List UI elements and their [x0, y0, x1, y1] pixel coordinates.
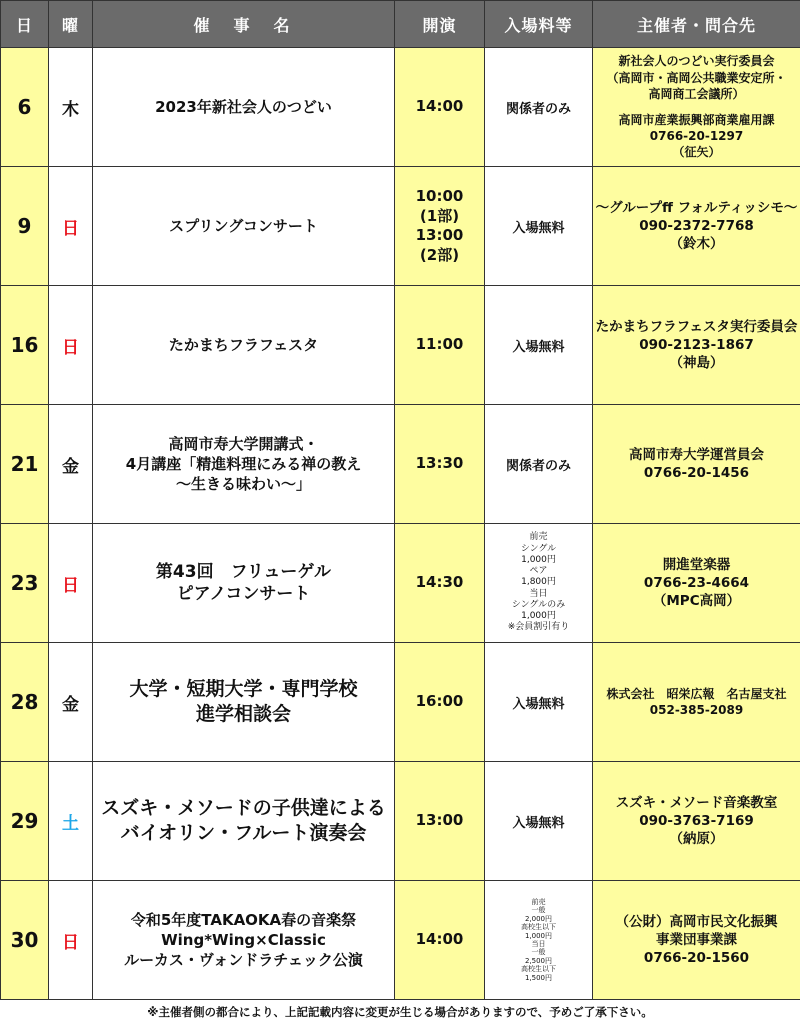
weekday-cell: 金: [49, 405, 93, 524]
organizer-cell-line: （MPC高岡）: [652, 593, 741, 610]
admission-fee-cell-line: 1,000円: [521, 611, 556, 622]
event-name-cell-line: ～生きる味わい～」: [175, 475, 311, 494]
event-name-cell-line: 2023年新社会人のつどい: [155, 97, 332, 116]
event-name-cell-line: 進学相談会: [195, 703, 291, 725]
event-name-cell: [93, 48, 395, 167]
admission-fee-cell-line: 1,500円: [524, 973, 553, 982]
start-time-cell-line: 16:00: [415, 692, 464, 711]
organizer-cell: [593, 48, 800, 167]
day-cell: 23: [1, 524, 49, 643]
start-time-cell: [395, 762, 485, 881]
event-name-cell-line: Wing*Wing×Classic: [161, 930, 326, 949]
admission-fee-cell-line: 高校生以下: [521, 923, 556, 932]
event-name-cell: [93, 643, 395, 762]
organizer-cell: [593, 286, 800, 405]
event-name-cell-line: 4月講座「精進料理にみる禅の教え: [125, 454, 362, 473]
organizer-cell-line: （神島）: [669, 355, 724, 372]
header-time: 開演: [395, 1, 485, 48]
table-row: [1, 762, 800, 881]
day-cell: 6: [1, 48, 49, 167]
organizer-cell-line: 0766-20-1297: [649, 129, 744, 144]
organizer-cell: [593, 405, 800, 524]
event-name-cell-line: ピアノコンサート: [176, 584, 311, 604]
header-weekday: 曜: [49, 1, 93, 48]
admission-fee-cell-line: 前売: [531, 898, 546, 907]
organizer-cell: [593, 643, 800, 762]
start-time-cell-line: 13:00: [415, 226, 464, 244]
table-row: [1, 643, 800, 762]
organizer-cell-line: （鈴木）: [669, 236, 724, 253]
organizer-cell-line: たかまちフラフェスタ実行委員会: [595, 318, 798, 335]
admission-fee-cell-line: 入場無料: [512, 696, 565, 712]
table-row: [1, 48, 800, 167]
organizer-cell-line: 高岡市産業振興部商業雇用課: [618, 113, 775, 127]
table-row: [1, 405, 800, 524]
admission-fee-cell: [485, 405, 593, 524]
header-event: 催 事 名: [93, 1, 395, 48]
start-time-cell-line: 14:00: [415, 930, 464, 949]
start-time-cell-line: 14:30: [415, 573, 464, 592]
header-row: [1, 1, 800, 48]
admission-fee-cell-line: 入場無料: [512, 339, 565, 355]
organizer-cell-line: 新社会人のつどい実行委員会: [618, 54, 775, 69]
day-cell: 30: [1, 881, 49, 1000]
organizer-cell: [593, 524, 800, 643]
weekday-cell: 日: [49, 881, 93, 1000]
start-time-cell-line: (1部): [419, 206, 460, 225]
organizer-cell-line: 052-385-2089: [649, 703, 744, 717]
organizer-cell-line: 開進堂楽器: [662, 556, 731, 573]
event-name-cell: [93, 762, 395, 881]
event-name-cell-line: 大学・短期大学・専門学校: [129, 678, 358, 701]
admission-fee-cell-line: 1,000円: [521, 554, 556, 565]
weekday-cell: 木: [49, 48, 93, 167]
table-row: [1, 286, 800, 405]
weekday-cell: 金: [49, 643, 93, 762]
organizer-cell-line: 事業団事業課: [656, 931, 737, 948]
organizer-cell-line: 090-2123-1867: [639, 336, 754, 353]
admission-fee-cell-line: 当日: [531, 940, 546, 948]
organizer-cell: [593, 881, 800, 1000]
start-time-cell: [395, 405, 485, 524]
admission-fee-cell-line: 当日: [529, 588, 548, 599]
organizer-cell-line: （納原）: [669, 831, 724, 848]
event-name-cell: [93, 881, 395, 1000]
admission-fee-cell-line: シングルのみ: [511, 599, 566, 610]
event-name-cell-line: 第43回 フリューゲル: [155, 561, 332, 582]
admission-fee-cell-line: ※会員割引有り: [507, 622, 570, 633]
event-name-cell: [93, 286, 395, 405]
day-cell: 29: [1, 762, 49, 881]
admission-fee-cell-line: 一般: [531, 906, 546, 915]
admission-fee-cell: [485, 524, 593, 643]
header-fee: 入場料等: [485, 1, 593, 48]
admission-fee-cell-line: 入場無料: [512, 815, 565, 831]
table-row: [1, 881, 800, 1000]
event-name-cell: [93, 524, 395, 643]
header-organizer: 主催者・問合先: [593, 1, 800, 48]
start-time-cell-line: 13:00: [415, 811, 464, 830]
organizer-cell-line: 0766-20-1560: [643, 950, 750, 967]
event-name-cell: [93, 405, 395, 524]
start-time-cell: [395, 48, 485, 167]
admission-fee-cell: [485, 48, 593, 167]
start-time-cell: [395, 167, 485, 286]
schedule-body: [1, 48, 800, 1000]
weekday-cell: 日: [49, 286, 93, 405]
start-time-cell-line: (2部): [419, 245, 460, 264]
event-name-cell-line: 令和5年度TAKAOKA春の音楽祭: [130, 910, 357, 929]
start-time-cell: [395, 524, 485, 643]
organizer-cell-line: スズキ・メソード音楽教室: [615, 794, 778, 811]
admission-fee-cell: [485, 286, 593, 405]
organizer-cell: [593, 167, 800, 286]
event-name-cell-line: ルーカス・ヴォンドラチェック公演: [124, 951, 363, 970]
weekday-cell: 日: [49, 524, 93, 643]
admission-fee-cell-line: シングル: [520, 543, 557, 554]
admission-fee-cell-line: 一般: [531, 948, 546, 957]
organizer-cell-line: 090-3763-7169: [639, 812, 754, 829]
event-name-cell-line: スズキ・メソードの子供達による: [101, 797, 386, 820]
admission-fee-cell: [485, 881, 593, 1000]
day-cell: 28: [1, 643, 49, 762]
admission-fee-cell-line: 関係者のみ: [505, 101, 571, 117]
organizer-cell-line: 090-2372-7768: [639, 217, 754, 234]
organizer-cell-line: （公財）高岡市民文化振興: [615, 913, 778, 930]
start-time-cell: [395, 286, 485, 405]
event-name-cell: [93, 167, 395, 286]
day-cell: 21: [1, 405, 49, 524]
start-time-cell-line: 14:00: [415, 97, 464, 116]
organizer-cell-line: ～グループff フォルティッシモ～: [595, 199, 798, 216]
table-row: [1, 167, 800, 286]
weekday-cell: 日: [49, 167, 93, 286]
admission-fee-cell-line: 1,800円: [521, 577, 556, 588]
organizer-cell: [593, 762, 800, 881]
organizer-cell-line: 高岡商工会議所）: [648, 86, 745, 101]
event-name-cell-line: 高岡市寿大学開講式・: [168, 434, 319, 453]
admission-fee-cell: [485, 643, 593, 762]
footnote: ※主催者側の都合により、上記記載内容に変更が生じる場合がありますので、予めご了承下さい。: [147, 1005, 653, 1019]
admission-fee-cell-line: 高校生以下: [521, 965, 556, 974]
event-name-cell-line: たかまちフラフェスタ: [168, 335, 319, 354]
admission-fee-cell-line: 2,500円: [524, 956, 553, 965]
admission-fee-cell-line: 関係者のみ: [505, 458, 571, 474]
event-name-cell-line: スプリングコンサート: [169, 216, 318, 235]
organizer-cell-line: 高岡市寿大学運営員会: [629, 446, 764, 463]
admission-fee-cell: [485, 762, 593, 881]
admission-fee-cell-line: 1,000円: [524, 931, 553, 940]
admission-fee-cell-line: ペア: [529, 566, 548, 577]
day-cell: 9: [1, 167, 49, 286]
admission-fee-cell-line: 入場無料: [512, 220, 565, 236]
start-time-cell-line: 10:00: [415, 187, 464, 205]
admission-fee-cell: [485, 167, 593, 286]
day-cell: 16: [1, 286, 49, 405]
organizer-cell-line: [595, 102, 798, 112]
header-day: 日: [1, 1, 49, 48]
organizer-cell-line: （高岡市・高岡公共職業安定所・: [606, 70, 787, 85]
admission-fee-cell-line: 2,000円: [524, 914, 553, 923]
start-time-cell-line: 13:30: [415, 454, 464, 473]
organizer-cell-line: 0766-23-4664: [643, 574, 750, 591]
start-time-cell: [395, 643, 485, 762]
table-row: [1, 524, 800, 643]
organizer-cell-line: 0766-20-1456: [643, 465, 750, 481]
weekday-cell: 土: [49, 762, 93, 881]
admission-fee-cell-line: 前売: [529, 532, 548, 543]
start-time-cell-line: 11:00: [415, 335, 464, 354]
organizer-cell-line: （征矢）: [672, 145, 721, 160]
start-time-cell: [395, 881, 485, 1000]
organizer-cell-line: 株式会社 昭栄広報 名古屋支社: [606, 686, 787, 701]
event-name-cell-line: バイオリン・フルート演奏会: [120, 822, 367, 844]
